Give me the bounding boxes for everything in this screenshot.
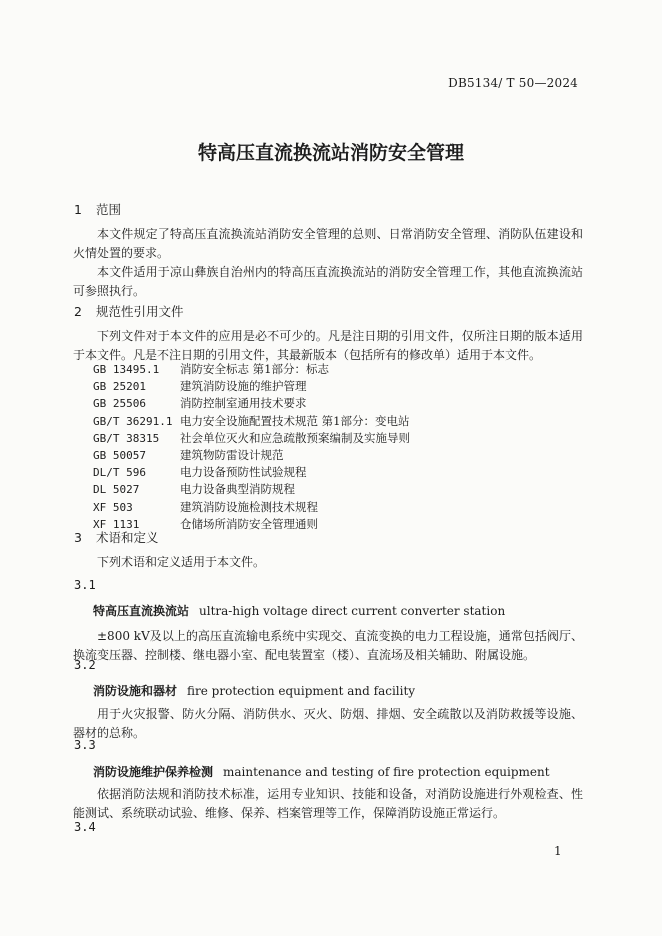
references-intro: 下列文件对于本文件的应用是必不可少的。凡是注日期的引用文件，仅所注日期的版本适用于本文件。凡是不注日期的引用文件，其最新版本（包括所有的修改单）适用于本文件。	[73, 329, 583, 362]
reference-title: 消防控制室通用技术要求	[180, 396, 307, 411]
reference-item	[93, 413, 410, 430]
reference-title: 电力安全设施配置技术规范 第1部分：变电站	[180, 413, 410, 428]
reference-code: XF 503	[93, 500, 133, 514]
reference-item	[93, 395, 410, 412]
reference-title: 消防安全标志 第1部分：标志	[180, 362, 329, 376]
reference-title: 建筑物防雷设计规范	[180, 447, 284, 462]
term-english: maintenance and testing of fire protection equipment	[223, 765, 550, 779]
section-1-heading	[74, 200, 121, 218]
scope-paragraph-1: 本文件规定了特高压直流换流站消防安全管理的总则、日常消防安全管理、消防队伍建设和火情处置的要求。	[73, 227, 583, 260]
term-definition: 依据消防法规和消防技术标准，运用专业知识、技能和设备，对消防设施进行外观检查、性能测试、系统联动试验、维修、保养、档案管理等工作，保障消防设施正常运行。	[73, 787, 583, 820]
term-number: 3.2	[74, 658, 96, 672]
reference-title: 社会单位灭火和应急疏散预案编制及实施导则	[180, 430, 410, 445]
section-number: 2	[74, 304, 82, 319]
term-heading	[93, 682, 415, 699]
term-number: 3.4	[74, 820, 96, 834]
section-number: 1	[74, 202, 82, 217]
reference-item	[93, 464, 410, 481]
section-title: 术语和定义	[95, 530, 159, 545]
term-number: 3.1	[74, 578, 96, 592]
page-number: 1	[554, 844, 562, 858]
term-heading	[93, 602, 505, 619]
term-english: fire protection equipment and facility	[187, 684, 416, 698]
reference-code: DL 5027	[93, 483, 140, 497]
section-title: 规范性引用文件	[95, 304, 184, 319]
reference-code: GB 50057	[93, 448, 146, 462]
term-chinese: 消防设施和器材	[93, 684, 178, 698]
term-definition: ±800 kV及以上的高压直流输电系统中实现交、直流变换的电力工程设施，通常包括阀厅、换流变压器、控制楼、继电器小室、配电装置室（楼）、直流场及相关辅助、附属设施。	[73, 629, 583, 662]
scope-paragraph-2: 本文件适用于凉山彝族自治州内的特高压直流换流站的消防安全管理工作，其他直流换流站可参照执行。	[73, 265, 583, 298]
document-id: DB5134/ T 50—2024	[448, 76, 578, 90]
reference-title: 建筑消防设施的维护管理	[180, 379, 307, 394]
reference-item	[93, 378, 410, 395]
reference-title: 电力设备典型消防规程	[180, 482, 295, 497]
reference-title: 仓储场所消防安全管理通则	[180, 516, 318, 531]
term-heading	[93, 763, 550, 780]
section-2-heading	[74, 302, 184, 320]
reference-list	[93, 361, 410, 533]
reference-item	[93, 447, 410, 464]
reference-item	[93, 361, 410, 378]
term-chinese: 消防设施维护保养检测	[93, 765, 214, 779]
reference-item	[93, 499, 410, 516]
term-chinese: 特高压直流换流站	[93, 604, 190, 618]
section-3-heading	[74, 528, 159, 546]
reference-code: GB/T 36291.1	[93, 414, 173, 428]
reference-code: DL/T 596	[93, 466, 146, 480]
section-title: 范围	[95, 202, 121, 217]
reference-code: XF 1131	[93, 517, 140, 531]
reference-code: GB/T 38315	[93, 431, 160, 445]
term-definition: 用于火灾报警、防火分隔、消防供水、灭火、防烟、排烟、安全疏散以及消防救援等设施、器材的总称。	[73, 707, 583, 740]
reference-code: GB 25201	[93, 380, 146, 394]
reference-title: 建筑消防设施检测技术规程	[180, 499, 318, 514]
term-number: 3.3	[74, 738, 96, 752]
reference-code: GB 13495.1	[93, 363, 160, 376]
section-number: 3	[74, 530, 82, 545]
document-title: 特高压直流换流站消防安全管理	[197, 142, 464, 164]
reference-code: GB 25506	[93, 397, 146, 411]
reference-title: 电力设备预防性试验规程	[180, 465, 307, 480]
reference-item	[93, 481, 410, 498]
term-english: ultra-high voltage direct current converter station	[199, 604, 506, 618]
reference-item	[93, 430, 410, 447]
terms-intro: 下列术语和定义适用于本文件。	[97, 555, 266, 569]
